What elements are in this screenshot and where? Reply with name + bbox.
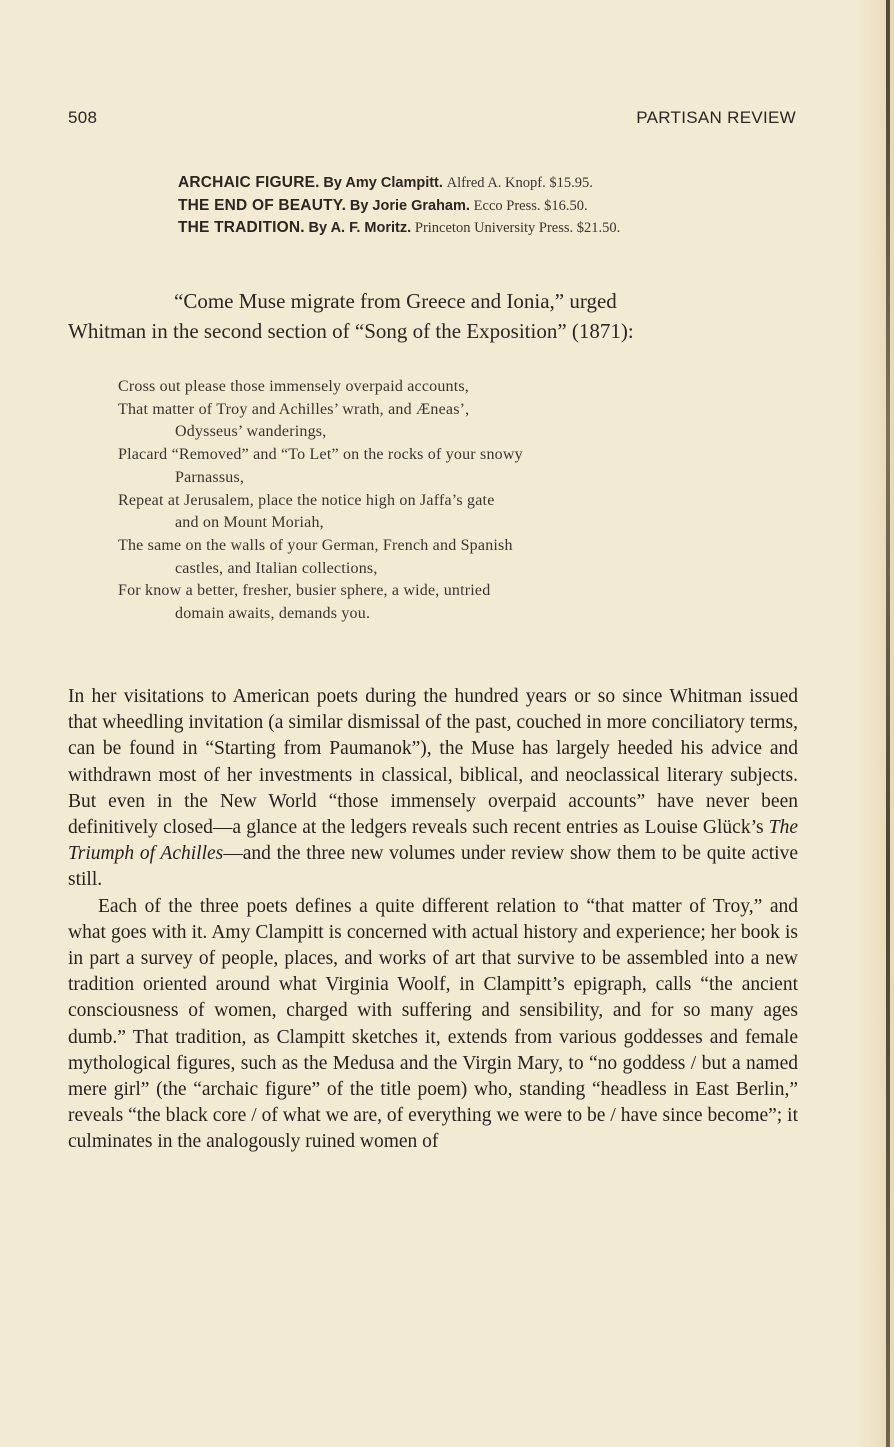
book-author: By Amy Clampitt. [323, 175, 443, 191]
paragraph: Each of the three poets defines a quite different relation to “that matter of Troy,” and what goes with it. Amy Clampitt is concerned with actual history and experience; her book is in part a survey of people, places, and works of art that survive to be assembled into a new tradition oriented around what Virginia Woolf, in Clampitt’s epigraph, calls “the ancient consciousness of women, charged with suffering and sensibility, and for so many ages dumb.” That tradition, as Clampitt sketches it, extends from various goddesses and female mythological figures, such as the Medusa and the Virgin Mary, to “no goddess / but a named mere girl” (the “archaic figure” of the title poem) who, standing “headless in East Berlin,” reveals “the black core / of what we are, of everything we were to be / have since become”; it culminates in the analogously ruined women of [68, 895, 798, 1153]
italic-book-title: The Triumph of Achilles [68, 817, 798, 865]
books-under-review [178, 172, 818, 240]
book-title: THE TRADITION. [178, 219, 305, 236]
book-entry [178, 217, 818, 240]
book-author: By A. F. Moritz. [308, 220, 412, 236]
paragraph [68, 684, 798, 894]
poem-quotation [118, 376, 778, 626]
book-title: THE END OF BEAUTY. [178, 196, 347, 214]
book-title: ARCHAIC FIGURE. [178, 174, 320, 191]
poem-line: Repeat at Jerusalem, place the notice high on Jaffa’s gate [118, 491, 495, 509]
journal-title: PARTISAN REVIEW [636, 108, 796, 127]
page-number: 508 [68, 108, 98, 127]
book-entry [178, 195, 818, 218]
epigraph-intro [68, 286, 798, 346]
book-publisher: Alfred A. Knopf. $15.95. [446, 175, 593, 191]
poem-line: castles, and Italian collections, [175, 559, 378, 577]
paragraph-text: —and the three new volumes under review show them to be quite active still. [68, 843, 798, 891]
epigraph-intro-line: “Come Muse migrate from Greece and Ionia,” urged [174, 289, 617, 313]
poem-line: That matter of Troy and Achilles’ wrath, and Æneas’, [118, 400, 470, 418]
poem-line: domain awaits, demands you. [175, 605, 371, 623]
book-publisher: Ecco Press. $16.50. [473, 197, 588, 214]
poem-line: The same on the walls of your German, French and Spanish [118, 536, 513, 554]
running-head [68, 108, 796, 132]
paragraph-text: In her visitations to American poets during the hundred years or so since Whitman issued that wheedling invitation (a similar dismissal of the past, couched in more conciliatory terms, can be found in “Starting from Paumanok”), the Muse has largely heeded his advice and withdrawn most of her investments in classical, biblical, and neoclassical literary subjects. But even in the New World “those immensely overpaid accounts” have never been definitively closed—a glance at the ledgers reveals such recent entries as Louise Glück’s [68, 686, 798, 839]
book-publisher: Princeton University Press. $21.50. [414, 220, 621, 236]
poem-line: Cross out please those immensely overpaid accounts, [118, 378, 470, 395]
poem-line: Placard “Removed” and “To Let” on the rocks of your snowy [118, 446, 523, 464]
poem-line: and on Mount Moriah, [175, 514, 324, 532]
book-binding-edge [886, 0, 890, 1447]
book-author: By Jorie Graham. [349, 197, 470, 214]
book-entry [178, 172, 818, 195]
review-body [68, 684, 798, 1156]
epigraph-intro-line: Whitman in the second section of “Song of the Exposition” (1871): [68, 319, 634, 343]
poem-line: Odysseus’ wanderings, [175, 423, 327, 441]
poem-line: Parnassus, [175, 468, 245, 486]
poem-line: For know a better, fresher, busier sphere, a wide, untried [118, 582, 491, 600]
